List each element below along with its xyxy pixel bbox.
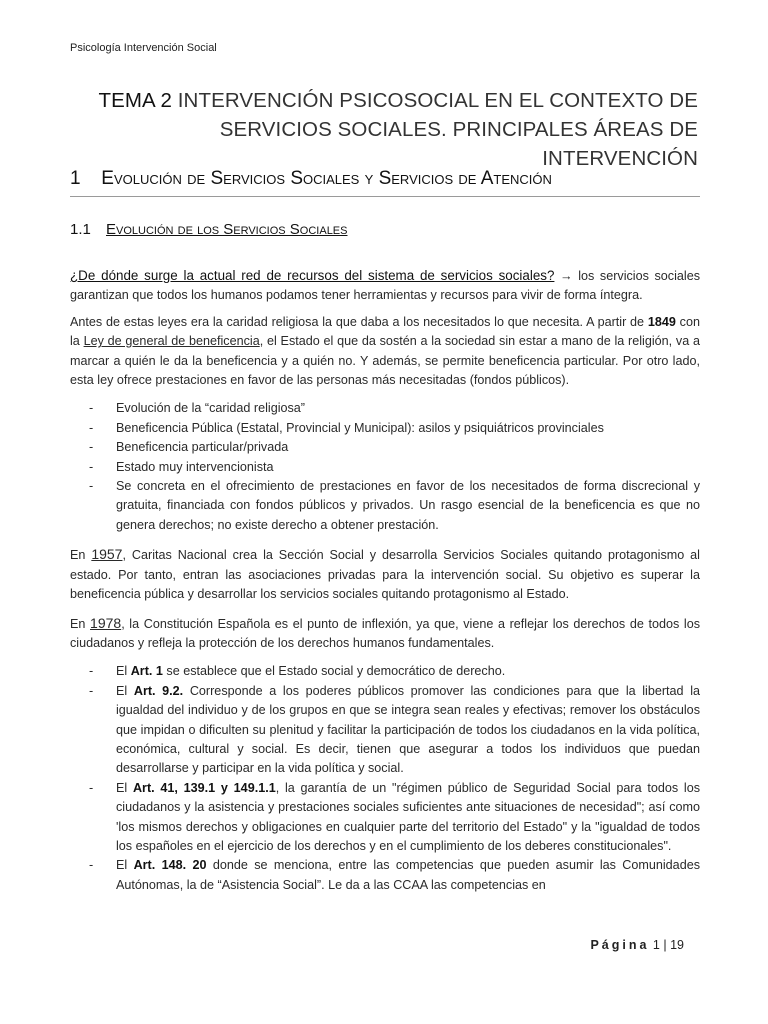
paragraph-4 [70, 614, 700, 654]
list-item: - El Art. 148. 20 donde se menciona, entre las competencias que pueden asumir las Comunidades Autónomas, la de “Asistencia Social”. Le da a las CCAA las competencias en [89, 858, 700, 892]
bullet-list-2 [70, 662, 700, 895]
list-item-prefix: El [116, 780, 133, 795]
bullet-list-1 [70, 399, 700, 535]
section-number: 1 [70, 168, 81, 189]
list-item-text: se establece que el Estado social y democrático de derecho. [162, 664, 506, 679]
list-item: - El Art. 1 se establece que el Estado social y democrático de derecho. [89, 664, 506, 679]
paragraph-3-part-b: , Caritas Nacional crea la Sección Social y desarrolla Servicios Sociales quitando protagonismo al estado. Por tanto, entran las asociaciones privadas para la intervención social. Su objetivo es superar la beneficencia pública y desarrollar los servicios sociales quitando protagonismo al Estado. [70, 548, 700, 602]
year-1957: 1957 [91, 546, 123, 563]
paragraph-4-part-a: En [70, 616, 91, 631]
list-item-text: Beneficencia particular/privada [116, 440, 289, 455]
arrow-glyph: → [560, 269, 573, 283]
list-item-text: Beneficencia Pública (Estatal, Provincial y Municipal): asilos y psiquiátricos provinciales [116, 420, 604, 435]
article-reference: Art. 1 [130, 664, 163, 679]
list-item: - Se concreta en el ofrecimiento de prestaciones en favor de los necesitados de forma discrecional y gratuita, financiada con fondos públicos y privados. Un rasgo esencial de la beneficencia es que no genera derechos; no existe derecho a obtener prestación. [89, 479, 700, 532]
paragraph-2 [70, 313, 700, 391]
list-item-text: , la garantía de un "régimen público de Seguridad Social para todos los ciudadanos y la asistencia y prestaciones sociales suficientes ante situaciones de necesidad"; así como 'los mismos derechos y obligaciones en cualquier parte del territorio del Estado" y la "igualdad de todos los españoles en el ejercicio de los derechos y en el cumplimiento de los deberes constitucionales". [116, 780, 700, 853]
paragraph-2-part-b: con la [70, 314, 700, 349]
year-1849: 1849 [647, 314, 676, 329]
page-title [70, 86, 698, 173]
running-header: Psicología Intervención Social [70, 42, 217, 54]
list-item-prefix: El [116, 683, 134, 698]
list-item: - Evolución de la “caridad religiosa” [89, 401, 306, 416]
section-heading-1 [70, 168, 700, 197]
list-item-prefix: El [116, 858, 134, 873]
page-label: Página [590, 938, 650, 952]
article-reference: Art. 41, 139.1 y 149.1.1 [132, 780, 276, 795]
page-footer [590, 938, 684, 952]
paragraph-3-part-a: En [70, 548, 92, 563]
list-item-text: Corresponde a los poderes públicos promover las condiciones para que la libertad la igualdad del individuo y de los grupos en que se integra sean reales y efectivas; remover los obstáculos que impidan o dificulten su plenitud y facilitar la participación de todos los ciudadanos en la vida política, económica, cultural y social. Es decir, tienen que asegurar a todos los individuos que puedan desarrollarse y participar en la vida política y social. [116, 683, 701, 776]
paragraph-1-text: los servicios sociales garantizan que todos los humanos podamos tener herramientas y recursos para vivir de forma íntegra. [70, 269, 701, 303]
paragraph-question [70, 266, 700, 306]
question-text: ¿De dónde surge la actual red de recursos del sistema de servicios sociales? [70, 268, 555, 283]
title-line-1 [70, 86, 698, 115]
list-item: - Beneficencia Pública (Estatal, Provincial y Municipal): asilos y psiquiátricos provinciales [89, 420, 604, 435]
law-reference: Ley de general de beneficencia [83, 334, 260, 349]
list-item-text: Se concreta en el ofrecimiento de prestaciones en favor de los necesitados de forma discrecional y gratuita, financiada con fondos públicos y privados. Un rasgo esencial de la beneficencia es que no genera derechos; no existe derecho a obtener prestación. [116, 479, 700, 532]
page-separator: | [663, 938, 667, 952]
page-number: 1 [652, 938, 660, 952]
list-item-text: donde se menciona, entre las competencias que pueden asumir las Comunidades Autónomas, la de “Asistencia Social”. Le da a las CCAA las competencias en [116, 858, 700, 892]
year-1978: 1978 [90, 614, 122, 631]
list-item: - Beneficencia particular/privada [89, 440, 289, 455]
paragraph-2-part-c: , el Estado el que da sostén a la sociedad sin estar a mano de la religión, va a marcar a quién le da la beneficencia y a quién no. Y además, se permite beneficencia particular. Por otro lado, esta ley ofrece prestaciones en favor de las personas más necesitadas (fondos públicos). [70, 334, 700, 388]
paragraph-4-part-b: , la Constitución Española es el punto de inflexión, ya que, viene a reflejar los derechos de todos los ciudadanos y refleja la protección de los derechos humanos fundamentales. [70, 616, 701, 650]
title-line-2: SERVICIOS SOCIALES. PRINCIPALES ÁREAS DE INTERVENCIÓN [219, 118, 698, 170]
section-title: Evolución de Servicios Sociales y Servicios de Atención [101, 168, 552, 189]
article-reference: Art. 9.2. [133, 683, 184, 698]
list-item-text: Evolución de la “caridad religiosa” [116, 401, 306, 416]
paragraph-2-part-a: Antes de estas leyes era la caridad religiosa la que daba a los necesitados lo que necesita. A partir de [70, 314, 648, 329]
tema-label: TEMA 2 [98, 89, 172, 112]
list-item-prefix: El [116, 664, 131, 679]
list-item: - El Art. 9.2. Corresponde a los poderes públicos promover las condiciones para que la libertad la igualdad del individuo y de los grupos en que se integra sean reales y efectivas; remover los obstáculos que impidan o dificulten su plenitud y facilitar la participación de todos los ciudadanos en la vida política, económica, cultural y social. Es decir, tienen que asegurar a todos los individuos que puedan desarrollarse y participar en la vida política y social. [89, 683, 701, 776]
paragraph-3 [70, 545, 700, 604]
list-item: - El Art. 41, 139.1 y 149.1.1, la garantía de un "régimen público de Seguridad Social para todos los ciudadanos y la asistencia y prestaciones sociales suficientes ante situaciones de necesidad"; así como 'los mismos derechos y obligaciones en cualquier parte del territorio del Estado" y la "igualdad de todos los españoles en el ejercicio de los derechos y en el cumplimiento de los deberes constitucionales". [89, 780, 700, 853]
total-pages: 19 [670, 938, 684, 952]
subsection-heading-1-1 [70, 221, 347, 238]
article-reference: Art. 148. 20 [133, 858, 207, 873]
list-item-text: Estado muy intervencionista [116, 459, 274, 474]
subsection-title: Evolución de los Servicios Sociales [106, 221, 348, 238]
title-line-1-text: INTERVENCIÓN PSICOSOCIAL EN EL CONTEXTO DE [177, 89, 698, 112]
list-item: - Estado muy intervencionista [89, 459, 274, 474]
body-content [70, 266, 700, 905]
subsection-number: 1.1 [70, 221, 91, 238]
